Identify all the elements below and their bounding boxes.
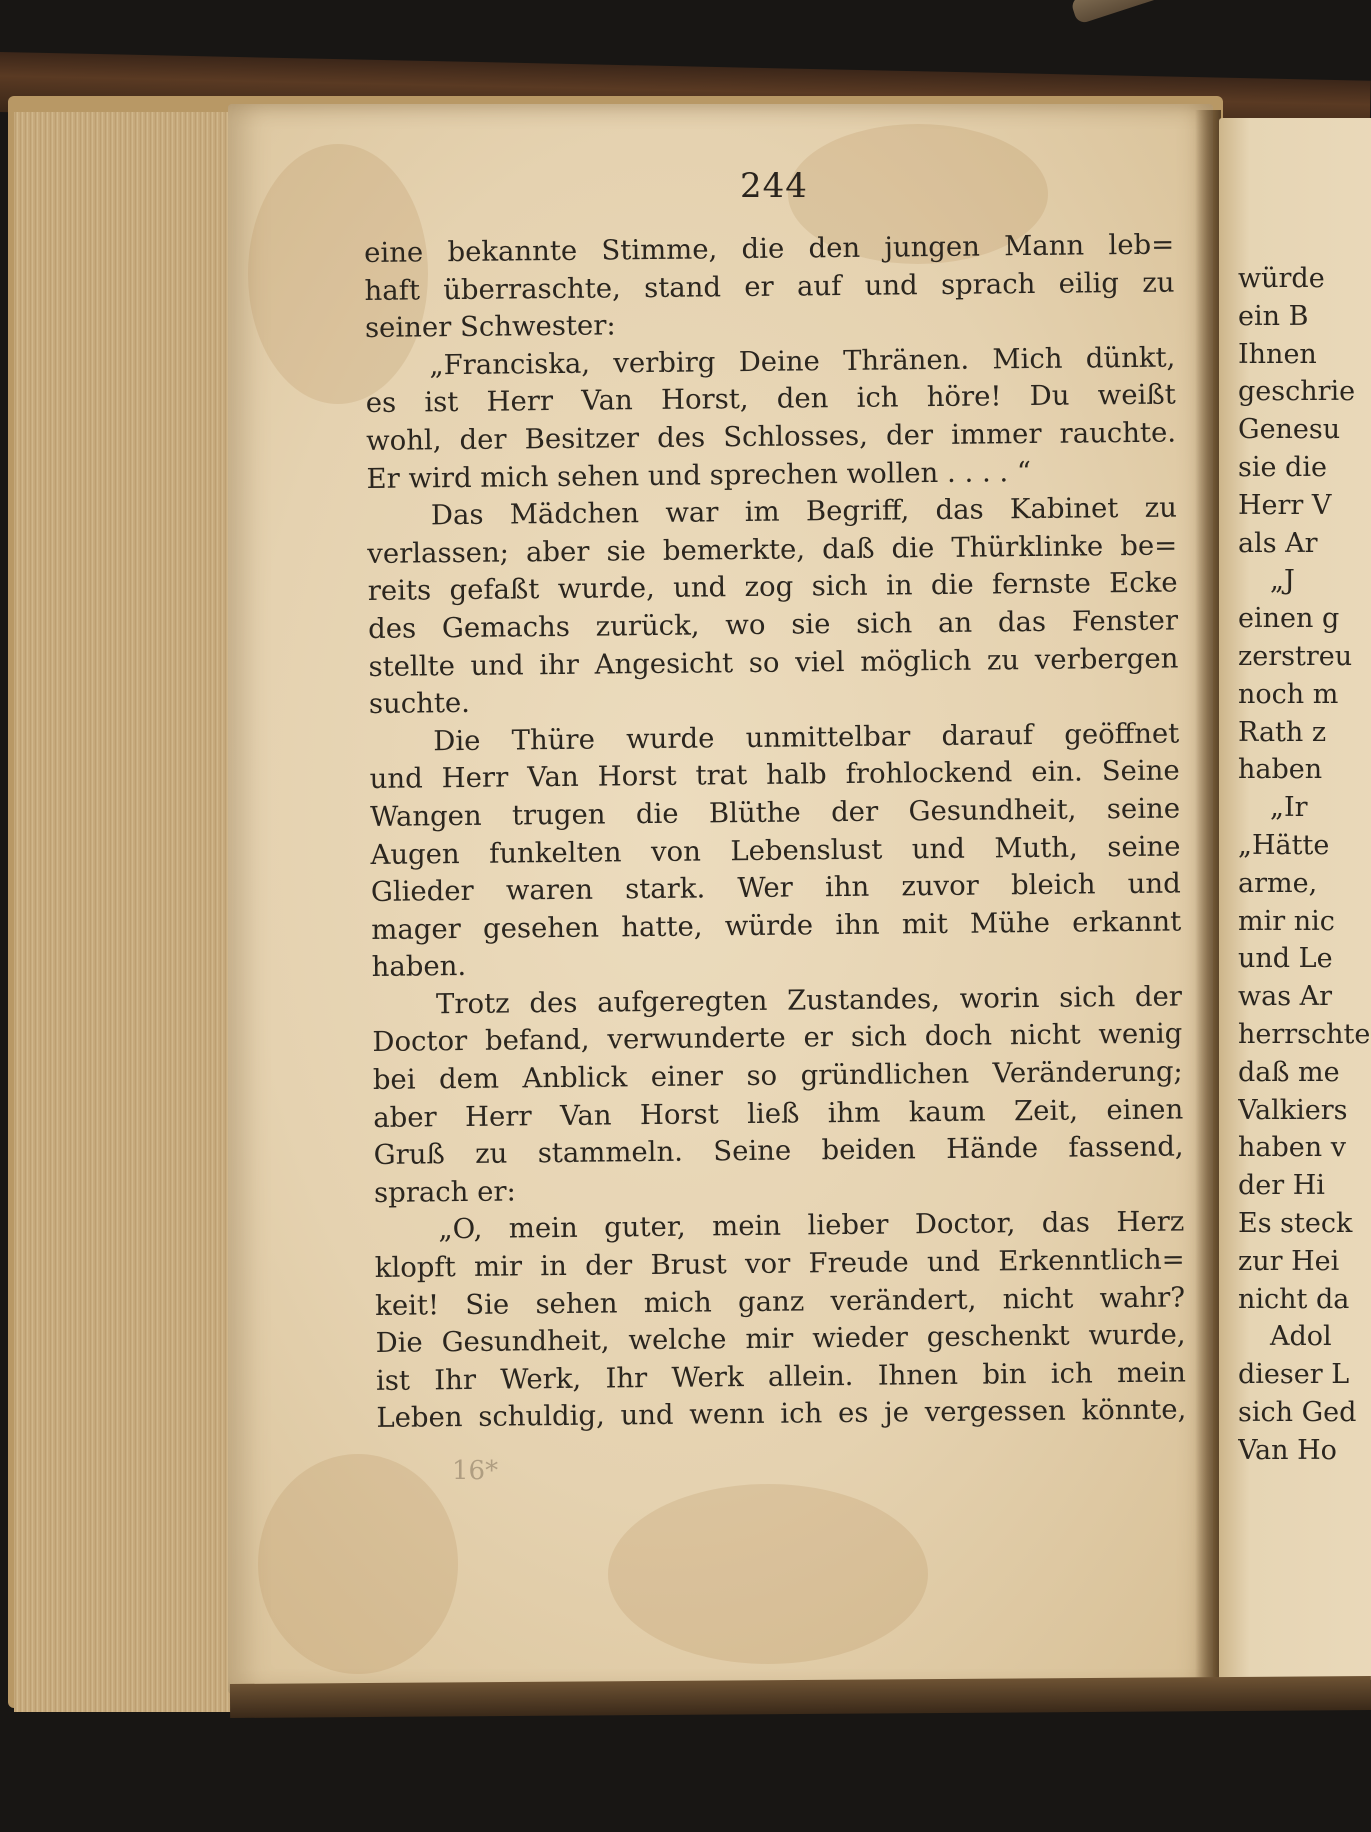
word: seine [1106, 792, 1181, 826]
word: wurde [625, 722, 715, 756]
word: Van [527, 761, 579, 794]
word: be= [1120, 529, 1178, 562]
word: mein [712, 1210, 782, 1243]
word: rauchte. [1059, 416, 1177, 450]
word: Besitzer [524, 422, 640, 456]
word: doch [924, 1019, 993, 1053]
word: die [741, 232, 785, 266]
text-line-content: haben. [371, 950, 467, 984]
word: erkannt [1072, 905, 1182, 939]
word: verbergen [1034, 642, 1179, 676]
word: ihm [827, 1096, 881, 1129]
text-line-content: Er wird mich sehen und sprechen wollen . . . . “ [366, 455, 1032, 495]
word: frohlockend [845, 756, 1013, 791]
word: die [635, 797, 679, 831]
word: bekannte [447, 234, 578, 269]
word: das [1041, 1206, 1091, 1240]
word: dem [438, 1062, 500, 1096]
right-text-line: zur Hei [1238, 1245, 1340, 1277]
word: kaum [908, 1095, 986, 1128]
word: wurde, [1088, 1318, 1186, 1352]
word: aber [373, 1100, 437, 1134]
word: Trotz [435, 987, 510, 1021]
word: einer [650, 1060, 724, 1094]
word: die [930, 568, 974, 602]
book-gutter [1195, 110, 1221, 1690]
word: zu [475, 1137, 508, 1171]
word: viel [795, 645, 845, 679]
word: Herz [1116, 1205, 1185, 1239]
word: aufgeregten [596, 984, 768, 1019]
word: Thürklinke [951, 530, 1104, 564]
word: bin [982, 1357, 1027, 1391]
word: sich [850, 1020, 908, 1054]
word: klopft [374, 1251, 456, 1284]
word: gesehen [482, 911, 600, 945]
word: und [369, 762, 423, 796]
word: geöffnet [1064, 717, 1180, 751]
word: sprach [940, 267, 1036, 301]
word: in [540, 1249, 568, 1283]
stain [258, 1454, 458, 1674]
word: die [891, 531, 935, 565]
word: so [746, 1059, 778, 1093]
word: ich [780, 1397, 823, 1431]
word: Van [559, 1099, 612, 1132]
word: Erkenntlich= [998, 1243, 1185, 1278]
word: wenig [1098, 1017, 1183, 1051]
word: ihn [835, 908, 880, 941]
word: zuvor [901, 869, 979, 903]
word: Kabinet [1009, 492, 1119, 526]
word: Mann [1004, 229, 1085, 263]
word: sich [811, 570, 868, 603]
word: einen [1106, 1093, 1184, 1126]
word: ganz [737, 1285, 805, 1318]
word: Stimme, [601, 233, 718, 267]
word: und [864, 268, 918, 302]
right-text-line: nicht da [1238, 1283, 1350, 1315]
right-text-line: „Hätte [1238, 829, 1330, 861]
word: eine [364, 236, 424, 269]
word: den [808, 231, 861, 265]
word: Gemachs [441, 610, 571, 645]
word: Veränderung; [992, 1055, 1183, 1090]
word: je [884, 1396, 910, 1430]
right-text-line: herrschte [1238, 1018, 1371, 1050]
word: Mich [992, 342, 1063, 376]
word: wurde, [557, 572, 655, 606]
word: der [830, 795, 879, 829]
word: Die [433, 724, 481, 758]
word: verlassen; [367, 536, 510, 570]
word: Ihnen [877, 1358, 959, 1392]
word: fassend, [1068, 1130, 1184, 1164]
word: ich [856, 381, 899, 415]
word: Die [375, 1326, 423, 1360]
word: im [744, 495, 780, 529]
word: es [837, 1397, 869, 1430]
word: lieber [807, 1209, 889, 1242]
word: Thränen. [842, 343, 970, 377]
word: Horst [597, 760, 677, 793]
word: beiden [821, 1133, 916, 1167]
word: der [1134, 980, 1183, 1013]
word: Van [581, 384, 633, 418]
word: keit! [375, 1288, 440, 1322]
right-text-line: „J [1270, 565, 1295, 597]
word: gefaßt [449, 573, 540, 607]
word: er [803, 1021, 834, 1054]
right-text-line: sich Ged [1238, 1396, 1357, 1428]
page-stack-edges [14, 112, 241, 1712]
word: bei [372, 1063, 416, 1097]
right-text-line: haben v [1238, 1132, 1346, 1164]
word: schuldig, [478, 1399, 605, 1434]
word: Zeit, [1013, 1094, 1079, 1127]
word: hatte, [621, 910, 703, 944]
right-text-line: arme, [1238, 867, 1318, 899]
word: mir [473, 1250, 523, 1283]
word: Mädchen [509, 497, 640, 531]
word: Ihr [434, 1363, 477, 1397]
word: der [885, 419, 934, 452]
word: ich [1050, 1357, 1093, 1390]
word: leb= [1108, 228, 1175, 262]
word: nicht [1002, 1282, 1074, 1315]
word: zu [986, 643, 1020, 677]
word: bemerkte, [662, 533, 806, 567]
word: der [584, 1249, 633, 1282]
word: zu [1142, 266, 1175, 299]
right-text-line: was Ar [1238, 981, 1333, 1013]
word: Das [430, 498, 484, 532]
word: wenn [689, 1398, 765, 1432]
page-number: 244 [740, 166, 808, 206]
word: das [997, 605, 1047, 639]
word: waren [505, 873, 594, 907]
word: Sie [465, 1288, 510, 1321]
word: mich [643, 1286, 712, 1319]
right-text-line: zerstreu [1238, 640, 1353, 672]
right-text-line: würde [1238, 263, 1325, 294]
word: Hände [945, 1132, 1039, 1166]
word: Seine [1101, 754, 1180, 788]
word: den [776, 382, 829, 416]
word: trat [695, 759, 748, 792]
word: welche [628, 1323, 727, 1357]
word: funkelten [489, 835, 622, 870]
word: Herr [486, 385, 554, 419]
text-line-content: sprach er: [373, 1175, 516, 1209]
word: an [937, 606, 973, 639]
word: Gruß [373, 1138, 446, 1172]
word: Augen [370, 837, 460, 871]
word: aber [525, 535, 590, 569]
word: stammeln. [537, 1135, 684, 1170]
word: Ecke [1108, 566, 1178, 600]
word: ist [375, 1364, 411, 1397]
right-text-line: Adol [1270, 1321, 1332, 1353]
word: trugen [511, 798, 606, 832]
right-text-line: Valkiers [1238, 1094, 1348, 1126]
word: sich [1059, 981, 1116, 1014]
word: würde [724, 909, 814, 942]
word: Lebenslust [730, 833, 883, 867]
word: allein. [767, 1359, 854, 1393]
word: verwunderte [607, 1022, 786, 1056]
right-text-line: ein B [1238, 300, 1309, 332]
word: ließ [746, 1097, 800, 1130]
word: halb [765, 758, 827, 792]
signature-mark: 16* [452, 1456, 499, 1486]
word: verändert, [830, 1283, 977, 1317]
word: immer [950, 417, 1042, 451]
word: wahr? [1099, 1281, 1186, 1314]
word: jungen [884, 230, 981, 264]
word: überraschte, [443, 271, 621, 306]
word: Leben [376, 1401, 463, 1435]
word: daß [821, 532, 875, 565]
word: mir [745, 1322, 794, 1356]
word: von [650, 835, 702, 868]
word: so [748, 646, 780, 679]
word: Thüre [511, 723, 596, 757]
word: wo [725, 608, 766, 642]
word: verbirg [613, 346, 716, 380]
word: Brust [650, 1248, 727, 1282]
right-text-line: der Hi [1238, 1170, 1325, 1202]
word: sie [606, 534, 646, 568]
word: zu [1144, 491, 1177, 524]
word: Gesundheit, [441, 1324, 610, 1359]
word: Werk, [500, 1362, 582, 1396]
word: darauf [941, 718, 1034, 752]
text-line-content: suchte. [368, 687, 471, 721]
word: worin [959, 981, 1040, 1015]
word: könnte, [1081, 1393, 1187, 1427]
word: des [529, 986, 578, 1020]
word: höre! [926, 380, 1002, 414]
word: gründlichen [800, 1057, 970, 1092]
word: Gesundheit, [908, 793, 1077, 828]
word: bleich [1010, 868, 1096, 902]
right-text-line: und Le [1238, 943, 1333, 975]
word: und [673, 571, 727, 605]
right-text-line: Van Ho [1238, 1434, 1337, 1466]
word: war [665, 496, 719, 530]
right-text-line: noch m [1238, 678, 1339, 710]
word: Herr [464, 1099, 532, 1133]
right-text-line: sie die [1238, 451, 1327, 483]
word: fernste [991, 567, 1091, 601]
word: Glieder [370, 874, 474, 909]
right-text-line: haben [1238, 754, 1323, 786]
right-text-line: Es steck [1238, 1207, 1353, 1239]
word: reits [367, 574, 432, 608]
word: befand, [484, 1024, 590, 1058]
word: Doctor, [914, 1207, 1016, 1241]
word: Deine [738, 345, 820, 378]
word: der [459, 423, 507, 456]
word: Du [1029, 379, 1070, 413]
word: Blüthe [708, 796, 801, 830]
text-line-content: seiner Schwester: [364, 309, 616, 345]
word: mit [901, 907, 948, 941]
word: Anblick [522, 1061, 628, 1095]
word: eilig [1058, 266, 1120, 300]
right-text-line: dieser L [1238, 1359, 1350, 1391]
word: Seine [713, 1134, 792, 1168]
word: stark. [624, 872, 706, 906]
right-text-line: Ihnen [1238, 338, 1317, 370]
word: Ihr [605, 1361, 648, 1395]
word: ihr [539, 648, 580, 681]
right-text-line: „Ir [1270, 792, 1308, 824]
word: und [911, 832, 965, 865]
word: auf [796, 269, 842, 303]
word: Zustandes, [786, 982, 941, 1017]
right-page-text [1238, 260, 1371, 1470]
word: stellte [368, 649, 456, 683]
word: unmittelbar [745, 720, 911, 754]
word: des [367, 612, 417, 645]
word: wohl, [365, 424, 442, 457]
word: möglich [860, 644, 972, 678]
word: sehen [535, 1287, 618, 1320]
word: Horst [639, 1097, 719, 1131]
word: vor [744, 1247, 791, 1281]
word: ist [424, 386, 459, 419]
left-page-text [364, 227, 1187, 1438]
word: sich [856, 607, 913, 640]
word: er [744, 270, 774, 303]
word: zog [744, 570, 794, 604]
word: Wangen [369, 799, 482, 833]
word: und [926, 1245, 981, 1279]
word: Mühe [969, 906, 1051, 940]
word: wieder [812, 1321, 909, 1355]
word: Doctor [372, 1025, 468, 1059]
word: Muth, [994, 831, 1078, 864]
word: guter, [604, 1211, 686, 1244]
word: weißt [1097, 378, 1176, 412]
word: und [620, 1399, 674, 1432]
right-text-line: mir nic [1238, 905, 1335, 937]
word: in [885, 569, 913, 602]
word: seine [1107, 829, 1181, 863]
word: mager [371, 912, 461, 946]
right-text-line: Rath z [1238, 716, 1327, 748]
word: Schlosses, [723, 419, 869, 454]
word: mein [1116, 1356, 1187, 1389]
right-text-line: Herr V [1238, 489, 1332, 521]
word: das [935, 493, 984, 527]
right-text-line: als Ar [1238, 527, 1318, 559]
word: „O, [438, 1213, 483, 1246]
word: „Franciska, [429, 347, 591, 382]
word: Werk [671, 1360, 744, 1394]
word: Wer [737, 871, 794, 905]
word: mein [508, 1212, 578, 1245]
word: haft [364, 274, 421, 307]
right-text-line: Genesu [1238, 414, 1341, 446]
word: sie [791, 608, 831, 641]
word: und [1127, 867, 1181, 901]
stain [608, 1484, 928, 1664]
word: Fenster [1071, 604, 1179, 638]
word: es [365, 387, 397, 420]
word: ihn [824, 870, 870, 904]
word: dünkt, [1085, 341, 1176, 375]
word: Freude [808, 1246, 909, 1280]
right-text-line: geschrie [1238, 376, 1356, 408]
word: Herr [441, 761, 509, 795]
right-text-line: einen g [1238, 603, 1340, 635]
word: vergessen [924, 1395, 1066, 1429]
word: und [470, 648, 524, 682]
word: ein. [1031, 755, 1083, 789]
right-text-line: daß me [1238, 1056, 1340, 1088]
word: Horst, [660, 383, 749, 417]
word: zurück, [595, 609, 700, 643]
word: geschenkt [926, 1319, 1070, 1354]
word: des [656, 421, 706, 454]
word: Begriff, [805, 494, 910, 528]
word: stand [643, 270, 722, 304]
word: Angesicht [594, 646, 734, 681]
word: nicht [1009, 1019, 1081, 1052]
